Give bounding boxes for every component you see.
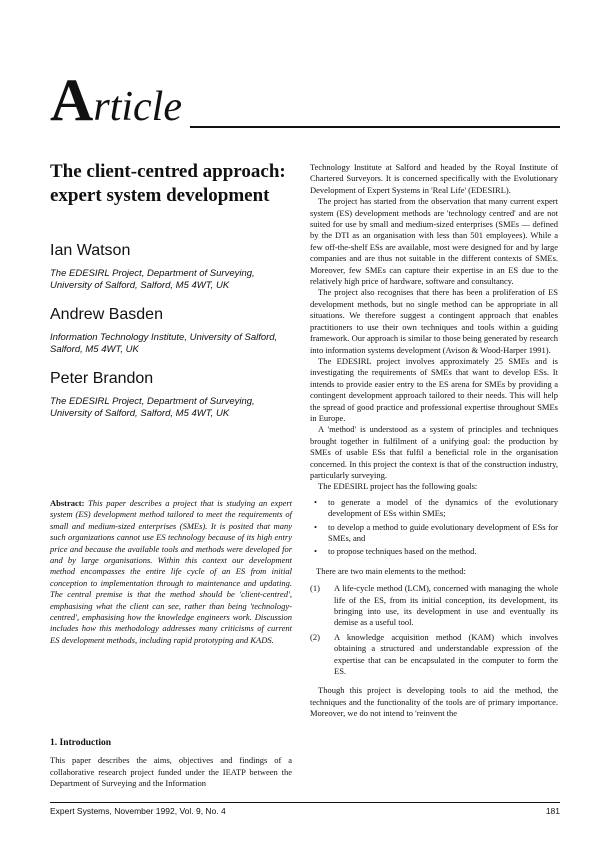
page-number: 181 — [545, 806, 560, 816]
list-item-text: to generate a model of the dynamics of the evolutionary development of ESs within SMEs; — [328, 496, 558, 519]
body-paragraph: There are two main elements to the method: — [316, 565, 466, 576]
abstract — [50, 498, 292, 646]
goals-list — [310, 497, 558, 558]
list-item-text: A knowledge acquisition method (KAM) which involves obtaining a structured and understandable expression of the expertise that can be encapsulated in the computer to form the ES. — [334, 631, 558, 677]
author-name: Ian Watson — [50, 242, 131, 259]
body-paragraph: A 'method' is understood as a system of principles and techniques brought together in fulfilment of a unifying goal: the production by SMEs of usable ESs that fulfil a beneficial role in the organisation concerned. In this project the context is that of the construction industry, particularly surveying. — [310, 424, 558, 480]
article-header — [50, 67, 560, 140]
list-item — [310, 522, 558, 545]
method-elements-list — [310, 583, 558, 677]
footer-rule — [50, 802, 560, 803]
abstract-text: This paper describes a project that is studying an expert system (ES) development method tailored to meet the requirements of small and medium-sized enterprises (SMEs). It is posited that many such organizations cannot use ES technology because of its high entry price and because the available tools and methods were developed for and by large organisations. Within this context our development method encompasses the entire life cycle of an ES from initial conception to implementation through to maintenance and updating. The central premise is that the method should be 'client-centred', emphasising what the client can see, rather than being 'technology-centred', emphasising how the knowledge engineers work. Discussion includes how this methodology addresses many criticisms of current ES development methods, including rapid prototyping and KADS. — [50, 498, 293, 645]
section-label-rest: rticle — [93, 84, 182, 130]
header-rule — [190, 126, 560, 128]
intro-heading: 1. Introduction — [50, 738, 112, 748]
journal-citation: Expert Systems, November 1992, Vol. 9, No. 4 — [50, 806, 226, 816]
body-paragraph: Though this project is developing tools to aid the method, the techniques and the functionality of the tools are of primary importance. Moreover, we do not intend to 'reinvent the — [310, 685, 558, 719]
bullet-icon: • — [314, 521, 317, 532]
author-affiliation: The EDESIRL Project, Department of Surveying, University of Salford, Salford, M5 4WT, UK — [50, 268, 255, 291]
list-item — [310, 497, 558, 520]
list-item-text: to propose techniques based on the method. — [328, 546, 477, 557]
list-item — [310, 632, 558, 678]
list-number: (1) — [310, 583, 320, 594]
right-column — [310, 162, 558, 720]
body-paragraph: The project has started from the observation that many current expert system (ES) development methods are 'technology centred' and are not suited for use by small and medium-sized enterprises (SMEs — defined by the DTI as an organisation with less than 501 employees). While a few off-the-shelf ESs are available, most were designed for and by large companies and are thus not suitable in the different contexts of SMEs. Moreover, few SMEs can capture their expertise in an ES due to the relatively high price of hardware, software and consultancy. — [310, 196, 558, 287]
author-affiliation: Information Technology Institute, University of Salford, Salford, M5 4WT, UK — [50, 332, 278, 355]
body-paragraph: The project also recognises that there has been a proliferation of ES development methods, but no single method can be appropriate in all situations. We therefore suggest a contingent approach that enables practitioners to use their own techniques and tools within a guiding framework. Our approach is similar to those being generated by research into information systems development (Avison & Wood-Harper 1991). — [310, 287, 558, 355]
intro-paragraph: This paper describes the aims, objectives and findings of a collaborative research project funded under the IEATP between the Department of Surveying and the Information — [50, 755, 292, 789]
section-label — [50, 67, 182, 133]
body-paragraph: The EDESIRL project has the following goals: — [318, 481, 478, 492]
list-number: (2) — [310, 631, 320, 642]
author-name: Peter Brandon — [50, 370, 154, 387]
list-item — [310, 546, 558, 557]
author-name: Andrew Basden — [50, 306, 163, 323]
author-affiliation: The EDESIRL Project, Department of Surveying, University of Salford, Salford, M5 4WT, UK — [50, 396, 255, 419]
bullet-icon: • — [314, 496, 317, 507]
list-item-text: to develop a method to guide evolutionary development of ESs for SMEs, and — [328, 521, 558, 543]
article-title: The client-centred approach: expert system development — [50, 161, 286, 206]
page-footer — [50, 806, 560, 816]
body-paragraph: The EDESIRL project involves approximately 25 SMEs and is investigating the requirements of SMEs that want to develop ESs. It intends to provide easier entry to the ES arena for SMEs by providing a contingent development approach tailored to their needs. This will help the spread of good practice and professional expertise throughout SMEs in Europe. — [310, 355, 558, 423]
left-column — [50, 160, 292, 434]
section-label-initial: A — [50, 67, 94, 133]
body-paragraph: Technology Institute at Salford and headed by the Royal Institute of Chartered Surveyors. It is concerned specifically with the Evolutionary Development of Expert Systems in 'Real Life' (EDESIRL). — [310, 162, 558, 195]
list-item — [310, 583, 558, 629]
abstract-label: Abstract: — [50, 498, 85, 508]
list-item-text: A life-cycle method (LCM), concerned with managing the whole life of the ES, from its initial conception, its development, its bringing into use, its development in use and eventually its demise as a useful tool. — [334, 583, 558, 628]
bullet-icon: • — [314, 546, 317, 557]
